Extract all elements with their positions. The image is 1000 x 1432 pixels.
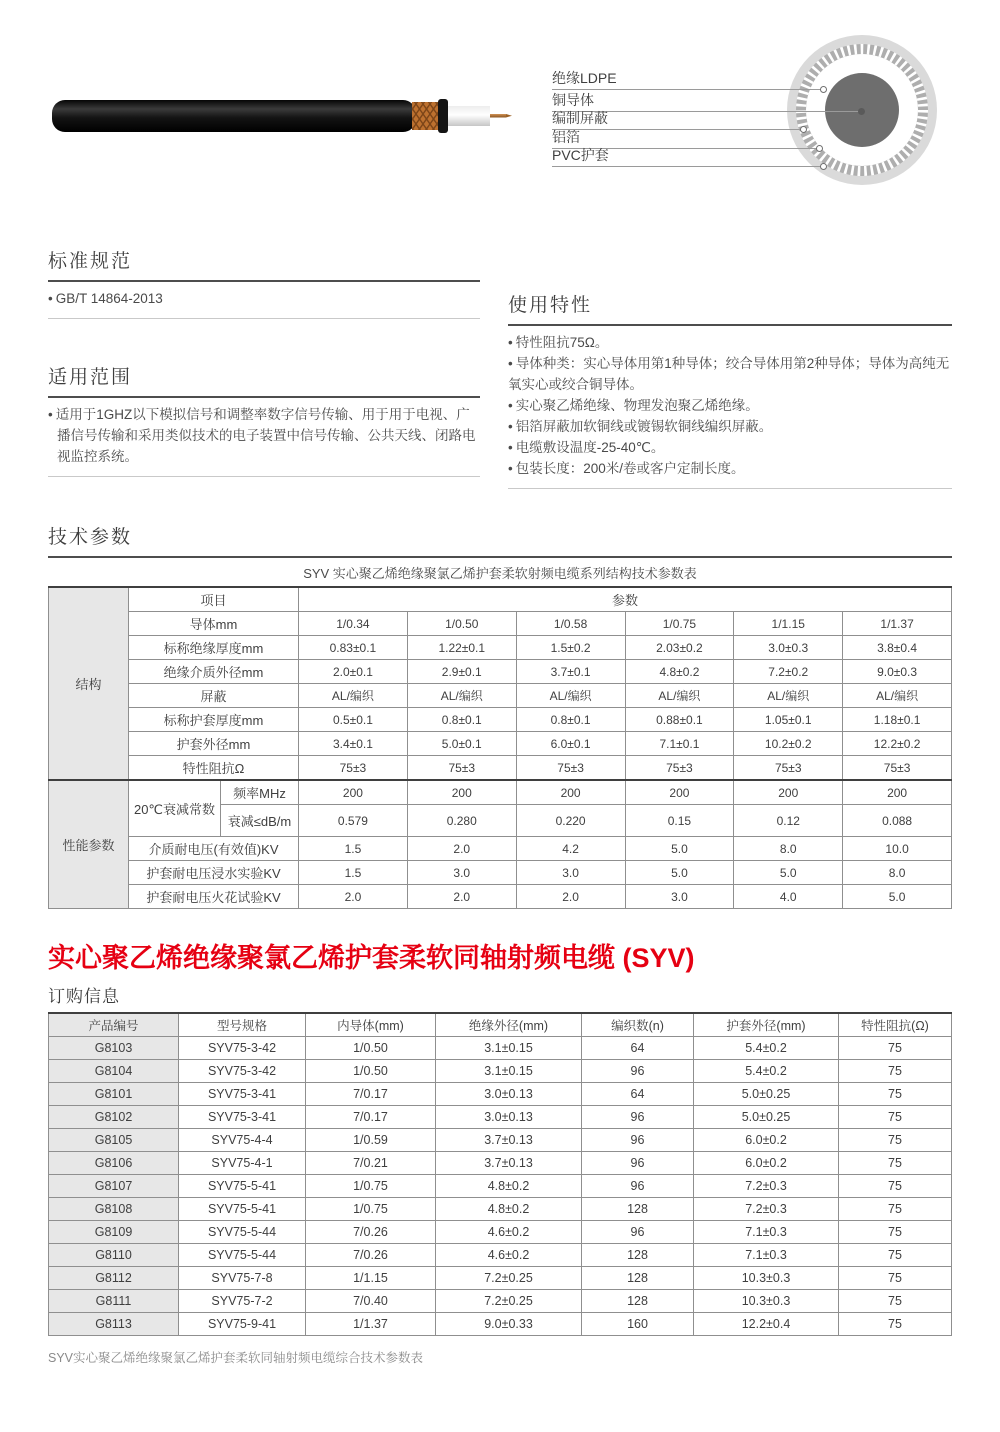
product-code-cell: G8107 bbox=[49, 1175, 179, 1198]
insulation-od-cell: 7.2±0.25 bbox=[436, 1290, 582, 1313]
jacket-od-cell: 6.0±0.2 bbox=[694, 1129, 839, 1152]
order-row bbox=[49, 1037, 952, 1060]
product-code-cell: G8104 bbox=[49, 1060, 179, 1083]
tech-row-water-kv: 护套耐电压浸水实验KV 1.5 3.0 3.0 5.0 5.0 8.0 bbox=[49, 861, 952, 885]
cable-wire bbox=[490, 114, 506, 118]
product-code-cell: G8103 bbox=[49, 1037, 179, 1060]
ordering-header-row bbox=[49, 1013, 952, 1037]
feature-item: • 包装长度：200米/卷或客户定制长度。 bbox=[508, 458, 952, 479]
order-row bbox=[49, 1313, 952, 1336]
impedance-cell: 75 bbox=[839, 1106, 952, 1129]
product-code-cell: G8108 bbox=[49, 1198, 179, 1221]
inner-conductor-cell: 7/0.26 bbox=[306, 1244, 436, 1267]
jacket-od-cell: 5.4±0.2 bbox=[694, 1037, 839, 1060]
product-code-cell: G8113 bbox=[49, 1313, 179, 1336]
impedance-cell: 75 bbox=[839, 1037, 952, 1060]
label-pvc-jacket: PVC护套 bbox=[552, 147, 824, 167]
insulation-od-cell: 4.8±0.2 bbox=[436, 1175, 582, 1198]
product-code-cell: G8111 bbox=[49, 1290, 179, 1313]
section-tech-parameters bbox=[48, 522, 952, 909]
inner-conductor-cell: 7/0.26 bbox=[306, 1221, 436, 1244]
model-cell: SYV75-9-41 bbox=[179, 1313, 306, 1336]
insulation-od-cell: 3.0±0.13 bbox=[436, 1106, 582, 1129]
inner-conductor-cell: 1/0.75 bbox=[306, 1175, 436, 1198]
col-inner-conductor: 内导体(mm) bbox=[306, 1013, 436, 1037]
feature-item: • 铝箔屏蔽加软铜线或镀锡软铜线编织屏蔽。 bbox=[508, 416, 952, 437]
order-row bbox=[49, 1290, 952, 1313]
product-title: 实心聚乙烯绝缘聚氯乙烯护套柔软同轴射频电缆 (SYV) bbox=[48, 943, 695, 973]
features-heading: 使用特性 bbox=[508, 290, 952, 326]
model-cell: SYV75-3-42 bbox=[179, 1037, 306, 1060]
tech-row-conductor: 导体mm 1/0.34 1/0.50 1/0.58 1/0.75 1/1.15 1/1.37 bbox=[49, 612, 952, 636]
label-aluminum-foil: 铝箔 bbox=[552, 129, 820, 149]
product-code-cell: G8110 bbox=[49, 1244, 179, 1267]
feature-item: • 特性阻抗75Ω。 bbox=[508, 332, 952, 353]
product-code-cell: G8106 bbox=[49, 1152, 179, 1175]
inner-conductor-cell: 1/1.15 bbox=[306, 1267, 436, 1290]
feature-item: • 导体种类：实心导体用第1种导体；绞合导体用第2种导体；导体为高纯无氧实心或绞合铜导体。 bbox=[508, 353, 952, 395]
braid-count-cell: 64 bbox=[582, 1037, 694, 1060]
braid-count-cell: 128 bbox=[582, 1290, 694, 1313]
insulation-od-cell: 3.1±0.15 bbox=[436, 1060, 582, 1083]
impedance-cell: 75 bbox=[839, 1221, 952, 1244]
model-cell: SYV75-3-42 bbox=[179, 1060, 306, 1083]
jacket-od-cell: 7.2±0.3 bbox=[694, 1198, 839, 1221]
table-caption: SYV实心聚乙烯绝缘聚氯乙烯护套柔软同轴射频电缆综合技术参数表 bbox=[48, 1351, 424, 1365]
feature-item: • 电缆敷设温度-25-40℃。 bbox=[508, 437, 952, 458]
model-cell: SYV75-3-41 bbox=[179, 1106, 306, 1129]
label-insulation-ldpe: 绝缘LDPE bbox=[552, 70, 824, 90]
tech-row-jacket-thickness: 标称护套厚度mm 0.5±0.1 0.8±0.1 0.8±0.1 0.88±0.1 1.05±0.1 1.18±0.1 bbox=[49, 708, 952, 732]
jacket-od-cell: 12.2±0.4 bbox=[694, 1313, 839, 1336]
atten-group: 20℃衰减常数 bbox=[129, 780, 221, 837]
order-row bbox=[49, 1129, 952, 1152]
scope-heading: 适用范围 bbox=[48, 362, 480, 398]
insulation-od-cell: 4.6±0.2 bbox=[436, 1244, 582, 1267]
cable-ring bbox=[438, 99, 448, 133]
col-item: 项目 bbox=[129, 587, 299, 612]
model-cell: SYV75-7-8 bbox=[179, 1267, 306, 1290]
cable-jacket bbox=[52, 100, 416, 132]
order-row bbox=[49, 1106, 952, 1129]
braid-count-cell: 96 bbox=[582, 1129, 694, 1152]
cable-photo bbox=[52, 94, 512, 138]
product-code-cell: G8105 bbox=[49, 1129, 179, 1152]
inner-conductor-cell: 7/0.17 bbox=[306, 1083, 436, 1106]
tech-row-insulation-od: 绝缘介质外径mm 2.0±0.1 2.9±0.1 3.7±0.1 4.8±0.2 7.2±0.2 9.0±0.3 bbox=[49, 660, 952, 684]
impedance-cell: 75 bbox=[839, 1313, 952, 1336]
impedance-cell: 75 bbox=[839, 1267, 952, 1290]
impedance-cell: 75 bbox=[839, 1244, 952, 1267]
cable-braid bbox=[412, 102, 438, 130]
impedance-cell: 75 bbox=[839, 1198, 952, 1221]
model-cell: SYV75-5-41 bbox=[179, 1198, 306, 1221]
section-standard bbox=[48, 246, 480, 319]
braid-count-cell: 96 bbox=[582, 1152, 694, 1175]
tech-row-spark-kv: 护套耐电压火花试验KV 2.0 2.0 2.0 3.0 4.0 5.0 bbox=[49, 885, 952, 909]
impedance-cell: 75 bbox=[839, 1060, 952, 1083]
order-row bbox=[49, 1083, 952, 1106]
col-insulation-od: 绝缘外径(mm) bbox=[436, 1013, 582, 1037]
model-cell: SYV75-7-2 bbox=[179, 1290, 306, 1313]
impedance-cell: 75 bbox=[839, 1152, 952, 1175]
braid-count-cell: 128 bbox=[582, 1198, 694, 1221]
model-cell: SYV75-5-44 bbox=[179, 1244, 306, 1267]
order-row bbox=[49, 1198, 952, 1221]
label-braid-shield: 编制屏蔽 bbox=[552, 110, 804, 130]
group-structure: 结构 bbox=[49, 587, 129, 780]
feature-item: • 实心聚乙烯绝缘、物理发泡聚乙烯绝缘。 bbox=[508, 395, 952, 416]
insulation-od-cell: 3.7±0.13 bbox=[436, 1129, 582, 1152]
scope-text: • 适用于1GHZ以下模拟信号和调整率数字信号传输、用于用于电视、广播信号传输和采用类似技术的电子装置中信号传输、公共天线、闭路电视监控系统。 bbox=[48, 404, 480, 467]
impedance-cell: 75 bbox=[839, 1175, 952, 1198]
group-performance: 性能参数 bbox=[49, 780, 129, 909]
cable-insulation bbox=[448, 106, 490, 126]
standard-heading: 标准规范 bbox=[48, 246, 480, 282]
col-impedance: 特性阻抗(Ω) bbox=[839, 1013, 952, 1037]
jacket-od-cell: 5.0±0.25 bbox=[694, 1106, 839, 1129]
col-param: 参数 bbox=[299, 587, 952, 612]
cable-wire-tip bbox=[506, 114, 512, 118]
col-braid-count: 编织数(n) bbox=[582, 1013, 694, 1037]
inner-conductor-cell: 7/0.21 bbox=[306, 1152, 436, 1175]
jacket-od-cell: 10.3±0.3 bbox=[694, 1290, 839, 1313]
tech-row-attenuation: 衰减≤dB/m 0.579 0.280 0.220 0.15 0.12 0.088 bbox=[49, 805, 952, 837]
tech-row-dielectric-kv: 介质耐电压(有效值)KV 1.5 2.0 4.2 5.0 8.0 10.0 bbox=[49, 837, 952, 861]
jacket-od-cell: 7.1±0.3 bbox=[694, 1244, 839, 1267]
jacket-od-cell: 10.3±0.3 bbox=[694, 1267, 839, 1290]
insulation-od-cell: 7.2±0.25 bbox=[436, 1267, 582, 1290]
jacket-od-cell: 5.0±0.25 bbox=[694, 1083, 839, 1106]
tech-row-jacket-od: 护套外径mm 3.4±0.1 5.0±0.1 6.0±0.1 7.1±0.1 10.2±0.2 12.2±0.2 bbox=[49, 732, 952, 756]
col-jacket-od: 护套外径(mm) bbox=[694, 1013, 839, 1037]
model-cell: SYV75-5-41 bbox=[179, 1175, 306, 1198]
inner-conductor-cell: 1/0.50 bbox=[306, 1037, 436, 1060]
braid-count-cell: 96 bbox=[582, 1106, 694, 1129]
insulation-od-cell: 3.0±0.13 bbox=[436, 1083, 582, 1106]
jacket-od-cell: 7.1±0.3 bbox=[694, 1221, 839, 1244]
standard-item: • GB/T 14864-2013 bbox=[48, 288, 480, 309]
tech-row-insulation-thickness: 标称绝缘厚度mm 0.83±0.1 1.22±0.1 1.5±0.2 2.03±0.2 3.0±0.3 3.8±0.4 bbox=[49, 636, 952, 660]
inner-conductor-cell: 7/0.40 bbox=[306, 1290, 436, 1313]
tech-heading: 技术参数 bbox=[48, 522, 952, 558]
product-code-cell: G8109 bbox=[49, 1221, 179, 1244]
ordering-table bbox=[48, 1012, 952, 1336]
inner-conductor-cell: 1/0.75 bbox=[306, 1198, 436, 1221]
product-code-cell: G8102 bbox=[49, 1106, 179, 1129]
inner-conductor-cell: 1/1.37 bbox=[306, 1313, 436, 1336]
inner-conductor-cell: 1/0.50 bbox=[306, 1060, 436, 1083]
model-cell: SYV75-4-4 bbox=[179, 1129, 306, 1152]
jacket-od-cell: 6.0±0.2 bbox=[694, 1152, 839, 1175]
insulation-od-cell: 4.8±0.2 bbox=[436, 1198, 582, 1221]
tech-parameters-table bbox=[48, 586, 952, 909]
order-row bbox=[49, 1175, 952, 1198]
section-scope bbox=[48, 362, 480, 477]
impedance-cell: 75 bbox=[839, 1290, 952, 1313]
tech-row-frequency: 性能参数 20℃衰减常数 频率MHz 200 200 200 200 200 200 bbox=[49, 780, 952, 805]
braid-count-cell: 160 bbox=[582, 1313, 694, 1336]
order-row bbox=[49, 1152, 952, 1175]
order-row bbox=[49, 1221, 952, 1244]
braid-count-cell: 128 bbox=[582, 1244, 694, 1267]
order-row bbox=[49, 1267, 952, 1290]
ordering-heading: 订购信息 bbox=[48, 987, 120, 1006]
insulation-od-cell: 3.1±0.15 bbox=[436, 1037, 582, 1060]
jacket-od-cell: 7.2±0.3 bbox=[694, 1175, 839, 1198]
order-row bbox=[49, 1244, 952, 1267]
model-cell: SYV75-4-1 bbox=[179, 1152, 306, 1175]
braid-count-cell: 96 bbox=[582, 1175, 694, 1198]
braid-count-cell: 96 bbox=[582, 1060, 694, 1083]
jacket-od-cell: 5.4±0.2 bbox=[694, 1060, 839, 1083]
braid-count-cell: 96 bbox=[582, 1221, 694, 1244]
insulation-od-cell: 3.7±0.13 bbox=[436, 1152, 582, 1175]
model-cell: SYV75-3-41 bbox=[179, 1083, 306, 1106]
inner-conductor-cell: 7/0.17 bbox=[306, 1106, 436, 1129]
label-copper-conductor: 铜导体 bbox=[552, 92, 862, 112]
insulation-od-cell: 4.6±0.2 bbox=[436, 1221, 582, 1244]
inner-conductor-cell: 1/0.59 bbox=[306, 1129, 436, 1152]
impedance-cell: 75 bbox=[839, 1129, 952, 1152]
order-row bbox=[49, 1060, 952, 1083]
tech-row-shield: 屏蔽 AL/编织 AL/编织 AL/编织 AL/编织 AL/编织 AL/编织 bbox=[49, 684, 952, 708]
tech-row-impedance: 特性阻抗Ω 75±3 75±3 75±3 75±3 75±3 75±3 bbox=[49, 756, 952, 781]
tech-header-row bbox=[49, 587, 952, 612]
impedance-cell: 75 bbox=[839, 1083, 952, 1106]
section-features bbox=[508, 290, 952, 489]
braid-count-cell: 64 bbox=[582, 1083, 694, 1106]
braid-count-cell: 128 bbox=[582, 1267, 694, 1290]
col-product-code: 产品编号 bbox=[49, 1013, 179, 1037]
insulation-od-cell: 9.0±0.33 bbox=[436, 1313, 582, 1336]
col-model: 型号规格 bbox=[179, 1013, 306, 1037]
model-cell: SYV75-5-44 bbox=[179, 1221, 306, 1244]
product-code-cell: G8101 bbox=[49, 1083, 179, 1106]
product-code-cell: G8112 bbox=[49, 1267, 179, 1290]
tech-table-title: SYV 实心聚乙烯绝缘聚氯乙烯护套柔软射频电缆系列结构技术参数表 bbox=[303, 566, 697, 581]
